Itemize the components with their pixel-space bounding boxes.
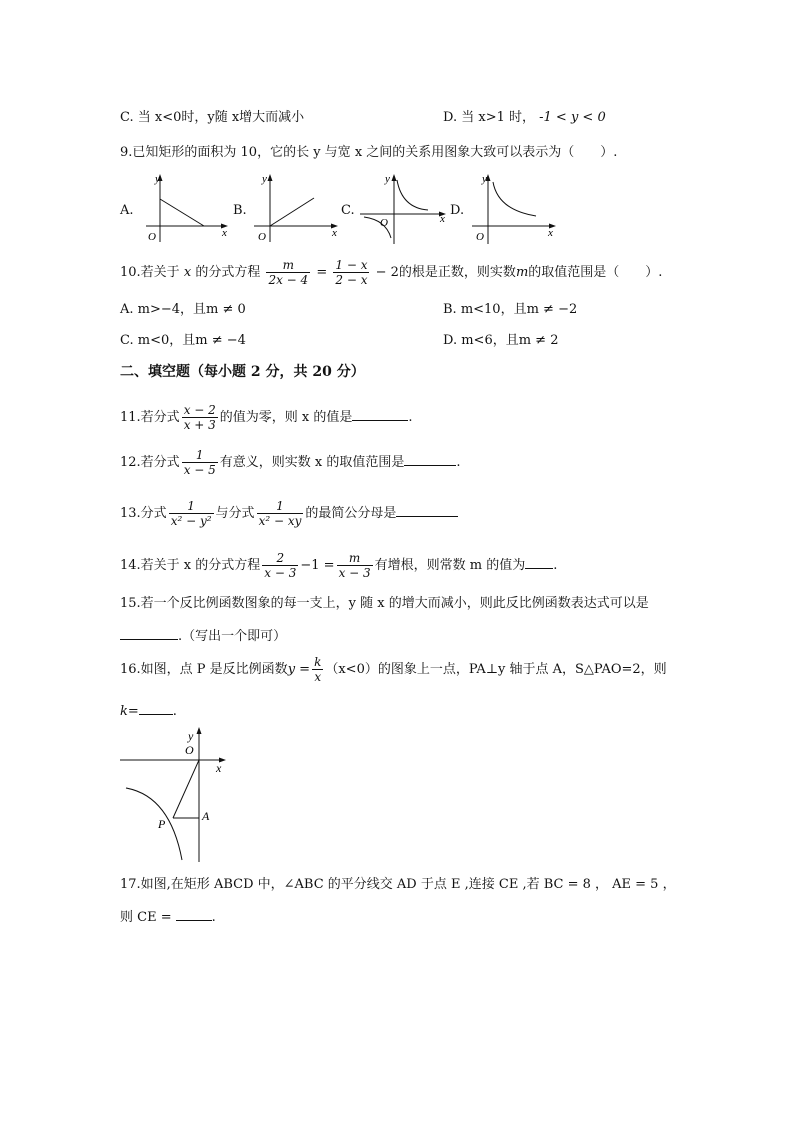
q10-frac1-num: m (266, 258, 310, 273)
q13-den1: x² − y² (170, 514, 212, 528)
q11-answer-blank[interactable] (352, 408, 408, 421)
q10-suffix-b: 的取值范围是（ ）. (528, 265, 663, 280)
q16-frac (312, 655, 323, 684)
q16-k-label: k= (120, 704, 139, 719)
q9b-origin: O (258, 231, 266, 243)
q9b-y-label: y (262, 173, 267, 185)
q9-graph-d (466, 170, 558, 246)
q8-option-d-text: D. 当 x>1 时， (443, 110, 535, 125)
q10-mid: 的分式方程 (195, 265, 261, 280)
q14-num1: 2 (262, 551, 298, 566)
q9d-x-label: x (548, 227, 553, 239)
q16-prefix: 16.如图，点 P 是反比例函数 (120, 662, 288, 677)
q14-answer-blank[interactable] (525, 556, 553, 569)
q16-fig-a: A (202, 809, 210, 823)
q11-prefix: 11.若分式 (120, 410, 180, 425)
q16-func: y = (287, 662, 311, 677)
q15-line1: 15.若一个反比例函数图象的每一支上，y 随 x 的增大而减小，则此反比例函数表达式可以是 (120, 596, 649, 611)
q13-num2: 1 (257, 499, 304, 514)
q12-den: x − 5 (183, 463, 216, 477)
q8-option-d (443, 110, 606, 126)
q13-frac2 (257, 499, 304, 528)
q9c-origin: O (380, 217, 388, 229)
q12-end: . (456, 455, 461, 470)
q10-frac1 (266, 258, 310, 287)
q13-frac1 (169, 499, 214, 528)
q9c-x-label: x (440, 213, 445, 225)
q10-option-c: C. m<0，且m ≠ −4 (120, 333, 246, 348)
q13-answer-blank[interactable] (396, 504, 458, 517)
q9c-y-label: y (385, 173, 390, 185)
q10-frac2-num: 1 − x (335, 258, 368, 272)
q9-label-a: A. (120, 203, 134, 218)
q10-var-x: x (183, 265, 192, 280)
q9-label-c: C. (341, 203, 355, 218)
q15-answer-blank[interactable] (120, 627, 178, 640)
q10-frac2-den: 2 − x (335, 273, 368, 287)
q13-mid: 与分式 (215, 506, 255, 521)
q10-var-m: m (515, 265, 529, 280)
q9b-x-label: x (332, 227, 337, 239)
q17-line2 (120, 908, 216, 926)
q12-prefix: 12.若分式 (120, 455, 180, 470)
q16-line2 (120, 702, 177, 720)
q9-stem: 9.已知矩形的面积为 10，它的长 y 与宽 x 之间的关系用图象大致可以表示为（ ）. (120, 145, 618, 160)
q10-tail: − 2 (375, 265, 399, 280)
q16-num: k (314, 655, 322, 669)
q12-answer-blank[interactable] (404, 453, 456, 466)
q14-den1: x − 3 (264, 566, 297, 580)
q10-option-a: A. m>−4，且m ≠ 0 (120, 302, 246, 317)
q17-end: . (211, 910, 216, 925)
q10-option-b: B. m<10，且m ≠ −2 (443, 302, 578, 317)
q14 (120, 548, 557, 584)
q11-end: . (408, 410, 413, 425)
q11-frac (182, 403, 218, 432)
q12 (120, 445, 461, 481)
q12-frac (182, 448, 218, 477)
q15-line2 (120, 627, 286, 645)
q16-line1 (120, 652, 667, 688)
q9-graph-b (248, 170, 340, 246)
q9d-y-label: y (482, 173, 487, 185)
q14-frac1 (262, 551, 298, 580)
q9-label-b: B. (233, 203, 247, 218)
q14-frac2 (337, 551, 373, 580)
q15-suffix: .（写出一个即可） (178, 629, 287, 644)
q9a-origin: O (148, 231, 156, 243)
q13-suffix: 的最简公分母是 (305, 506, 397, 521)
q10-eq: = (316, 265, 328, 280)
q13-den2: x² − xy (258, 514, 302, 528)
q14-mid: −1 = (300, 558, 335, 573)
section-2-title: 二、填空题（每小题 2 分，共 20 分） (120, 364, 365, 380)
q9-graph-c (356, 170, 450, 246)
q10-prefix: 10.若关于 (120, 265, 180, 280)
q16-figure (118, 724, 230, 864)
q11-suffix: 的值为零，则 x 的值是 (219, 410, 353, 425)
q16-fig-p: P (158, 817, 166, 831)
q11 (120, 400, 413, 436)
q17-line1: 17.如图,在矩形 ABCD 中，∠ABC 的平分线交 AD 于点 E ,连接 CE ,若 BC = 8 ， AE = 5 ， (120, 877, 676, 892)
q14-num2: m (337, 551, 373, 566)
q10-frac1-den: 2x − 4 (268, 273, 309, 287)
q9-label-d: D. (450, 203, 465, 218)
q14-den2: x − 3 (338, 566, 371, 580)
q9d-origin: O (476, 231, 484, 243)
q16-fig-o: O (185, 743, 194, 757)
q13-prefix: 13.分式 (120, 506, 167, 521)
q8-option-d-math: -1 < y < 0 (539, 110, 606, 125)
q17-answer-blank[interactable] (176, 908, 212, 921)
q16-fig-y: y (188, 729, 194, 743)
q10-frac2 (333, 258, 369, 287)
q16-answer-blank[interactable] (139, 702, 173, 715)
q14-suffix: 有增根，则常数 m 的值为 (374, 558, 526, 573)
q16-end: . (172, 704, 177, 719)
q10-option-d: D. m<6，且m ≠ 2 (443, 333, 559, 348)
q9a-y-label: y (155, 173, 160, 185)
q12-num: 1 (182, 448, 218, 463)
q14-prefix: 14.若关于 x 的分式方程 (120, 558, 261, 573)
q13 (120, 496, 458, 532)
q9-graph-a (138, 170, 230, 246)
q9a-x-label: x (222, 227, 227, 239)
q16-fig-x: x (216, 761, 222, 775)
q17-prefix: 则 CE = (120, 910, 172, 925)
q12-suffix: 有意义，则实数 x 的取值范围是 (219, 455, 405, 470)
q16-den: x (314, 670, 322, 684)
q10-stem (120, 256, 662, 290)
q8-option-c: C. 当 x<0时，y随 x增大而减小 (120, 110, 305, 125)
q14-end: . (553, 558, 558, 573)
q11-num: x − 2 (183, 403, 216, 417)
q16-suffix: （x<0）的图象上一点，PA⊥y 轴于点 A，S△PAO=2，则 (325, 662, 667, 677)
q11-den: x + 3 (183, 418, 216, 432)
q10-suffix-a: 的根是正数，则实数 (398, 265, 516, 280)
q13-num1: 1 (169, 499, 214, 514)
